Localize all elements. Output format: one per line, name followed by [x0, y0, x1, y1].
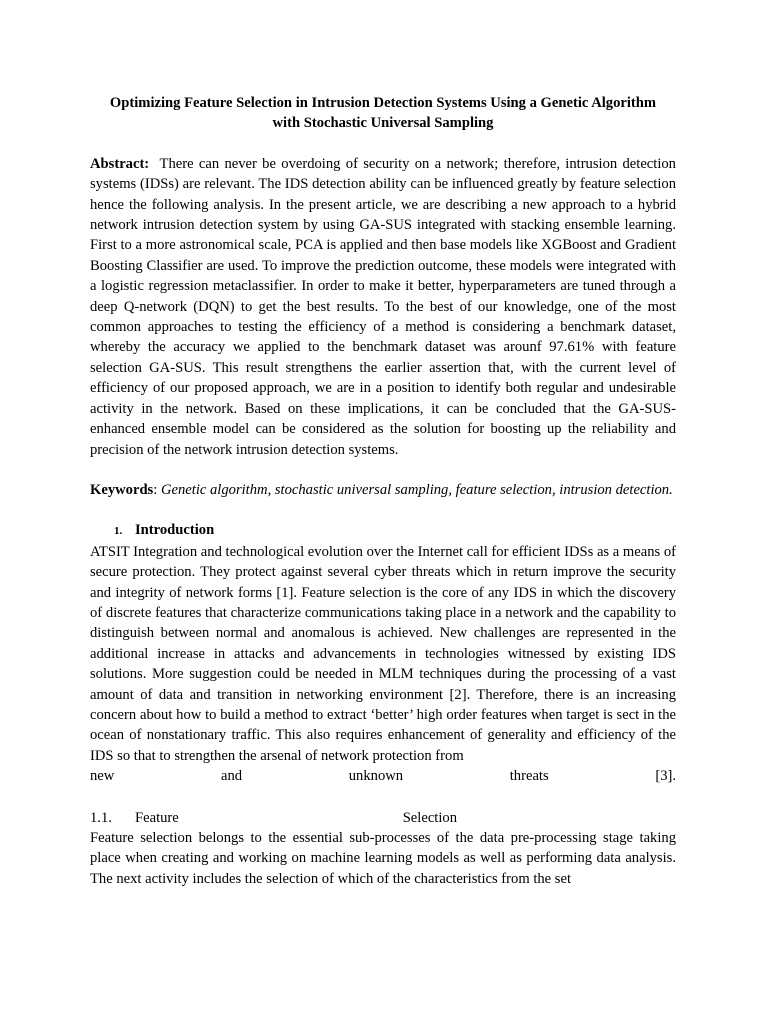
keywords-text: Genetic algorithm, stochastic universal sampling, feature selection, intrusion detection.	[160, 481, 673, 498]
keywords-label: Keywords	[90, 481, 154, 498]
section-number: 1.	[114, 525, 123, 538]
section-heading-introduction	[90, 520, 676, 541]
section-title: Introduction	[135, 522, 215, 539]
abstract	[90, 154, 676, 460]
keywords-colon: :	[153, 481, 158, 498]
introduction-paragraph	[90, 542, 676, 766]
keywords	[90, 480, 676, 500]
feature-selection-body: Feature selection belongs to the essential sub-processes of the data pre-processing stage taking place when creating and working on machine learning models as well as performing data analysis. The next activity includes the selection of which of the characteristics from the set	[90, 830, 676, 887]
subsection-title-word: Selection	[402, 809, 457, 826]
subsection-number: 1.1.	[90, 809, 112, 826]
paper-title-line-1: Optimizing Feature Selection in Intrusion Detection Systems Using a Genetic Algorithm	[109, 95, 657, 111]
introduction-body: ATSIT Integration and technological evolution over the Internet call for efficient IDSs as a means of secure protection. They protect against several cyber threats which in return improve the security and integrity of network forms [1]. Feature selection is the core of any IDS in which the discovery of discrete features that characterize communications taking place in a network and the capability to distinguish between normal and anomalous is achieved. New challenges are represented in the additional increase in attacks and advancements in technologies witnessed by existing IDS solutions. More suggestion could be needed in MLM techniques during the processing of a vast amount of data and transition in networking environment [2]. Therefore, there is an increasing concern about how to build a method to extract ‘better’ high order features when target is sect in the ocean of nonstationary traffic. This also requires enhancement of generality and efficiency of the IDS so that to strengthen the arsenal of network protection from	[90, 543, 676, 764]
intro-last-word: new	[90, 768, 115, 785]
intro-last-word: threats	[509, 768, 549, 785]
feature-selection-paragraph	[90, 828, 676, 889]
abstract-text: There can never be overdoing of security on a network; therefore, intrusion detection systems (IDSs) are relevant. The IDS detection ability can be influenced greatly by feature selection hence the following analysis. In the present article, we are describing a new approach to a hybrid network intrusion detection system by using GA-SUS integrated with stacking ensemble learning. First to a more astronomical scale, PCA is applied and then base models like XGBoost and Gradient Boosting Classifier are used. To improve the prediction outcome, these models were integrated with a logistic regression metaclassifier. In order to make it better, hyperparameters are tuned through a deep Q-network (DQN) to get the best results. To the best of our knowledge, one of the most common approaches to testing the efficiency of a method is considering a benchmark dataset, whereby the accuracy we applied to the benchmark dataset was arounf 97.61% with feature selection GA-SUS. This result strengthens the earlier assertion that, with the current level of efficiency of our proposed approach, we are in a position to identify both regular and undesirable activity in the network. Based on these implications, it can be concluded that the GA-SUS-enhanced ensemble model can be considered as the solution for boosting up the reliability and precision of the network intrusion detection systems.	[90, 155, 676, 458]
subsection-title-word: Feature	[135, 809, 179, 826]
subsection-heading-feature-selection	[90, 808, 676, 828]
paper-title-line-2: with Stochastic Universal Sampling	[272, 115, 494, 132]
intro-last-word: [3].	[655, 768, 676, 785]
paper-page	[90, 93, 676, 889]
introduction-last-line	[90, 766, 676, 786]
intro-last-word: unknown	[348, 768, 404, 785]
paper-title	[104, 93, 662, 134]
subsection-title	[135, 808, 676, 828]
intro-last-word: and	[221, 768, 243, 785]
abstract-label: Abstract:	[90, 155, 150, 172]
